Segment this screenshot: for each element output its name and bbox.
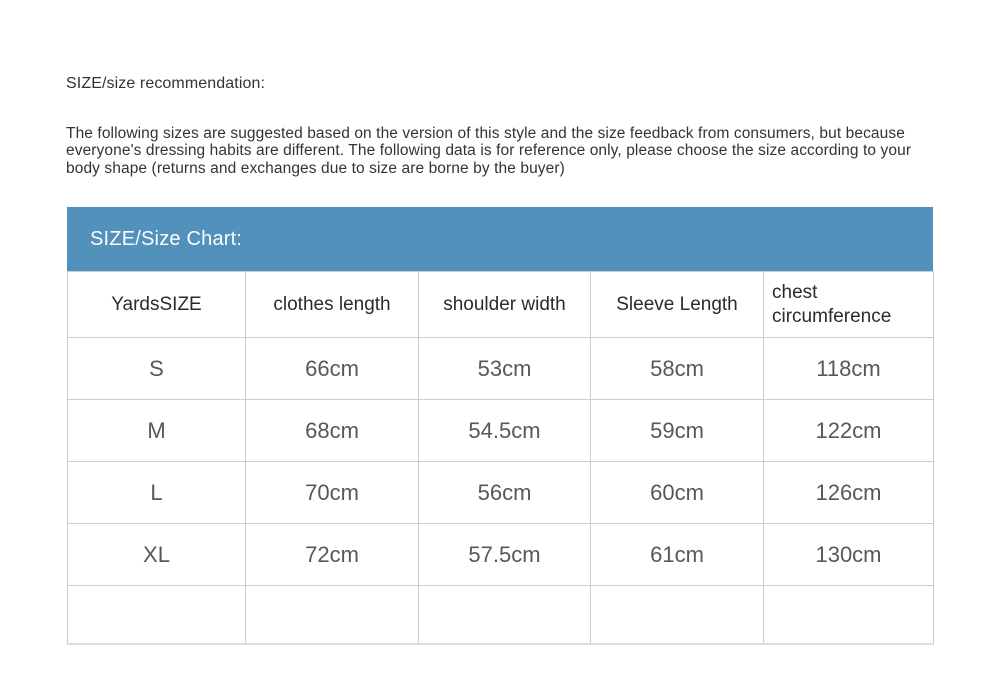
size-cell: L (68, 462, 246, 524)
chest-circumference-cell: 122cm (764, 400, 934, 462)
sleeve-length-cell: 59cm (591, 400, 764, 462)
chest-circumference-cell: 130cm (764, 524, 934, 586)
sleeve-length-cell: 61cm (591, 524, 764, 586)
table-row-size-m (68, 400, 934, 462)
empty-cell (246, 586, 419, 644)
size-table-header-row (68, 272, 934, 338)
empty-cell (419, 586, 591, 644)
column-header-sleeve-length: Sleeve Length (591, 272, 764, 338)
shoulder-width-cell: 56cm (419, 462, 591, 524)
clothes-length-cell: 66cm (246, 338, 419, 400)
size-chart-section (67, 207, 933, 645)
shoulder-width-cell: 53cm (419, 338, 591, 400)
size-cell: M (68, 400, 246, 462)
size-chart-header-label: SIZE/Size Chart: (90, 227, 243, 250)
column-header-yards-size: YardsSIZE (68, 272, 246, 338)
shoulder-width-cell: 57.5cm (419, 524, 591, 586)
size-chart-header-banner (67, 207, 933, 271)
size-cell: S (68, 338, 246, 400)
empty-cell (591, 586, 764, 644)
clothes-length-cell: 68cm (246, 400, 419, 462)
table-row-size-s (68, 338, 934, 400)
chest-circumference-cell: 126cm (764, 462, 934, 524)
table-row-size-l (68, 462, 934, 524)
shoulder-width-cell: 54.5cm (419, 400, 591, 462)
sleeve-length-cell: 58cm (591, 338, 764, 400)
column-header-clothes-length: clothes length (246, 272, 419, 338)
column-header-chest-circumference: chest circumference (764, 272, 934, 338)
size-recommendation-description: The following sizes are suggested based on the version of this style and the size feedback from consumers, but because everyone's dressing habits are different. The following data is for reference only, please choose the size according to your body shape (returns and exchanges due to size are borne by the buyer) (66, 125, 912, 177)
clothes-length-cell: 70cm (246, 462, 419, 524)
chest-circumference-cell: 118cm (764, 338, 934, 400)
column-header-shoulder-width: shoulder width (419, 272, 591, 338)
size-cell: XL (68, 524, 246, 586)
size-recommendation-title: SIZE/size recommendation: (66, 75, 266, 92)
size-table (67, 271, 934, 645)
empty-cell (764, 586, 934, 644)
table-row-empty (68, 586, 934, 644)
empty-cell (68, 586, 246, 644)
table-row-size-xl (68, 524, 934, 586)
sleeve-length-cell: 60cm (591, 462, 764, 524)
clothes-length-cell: 72cm (246, 524, 419, 586)
